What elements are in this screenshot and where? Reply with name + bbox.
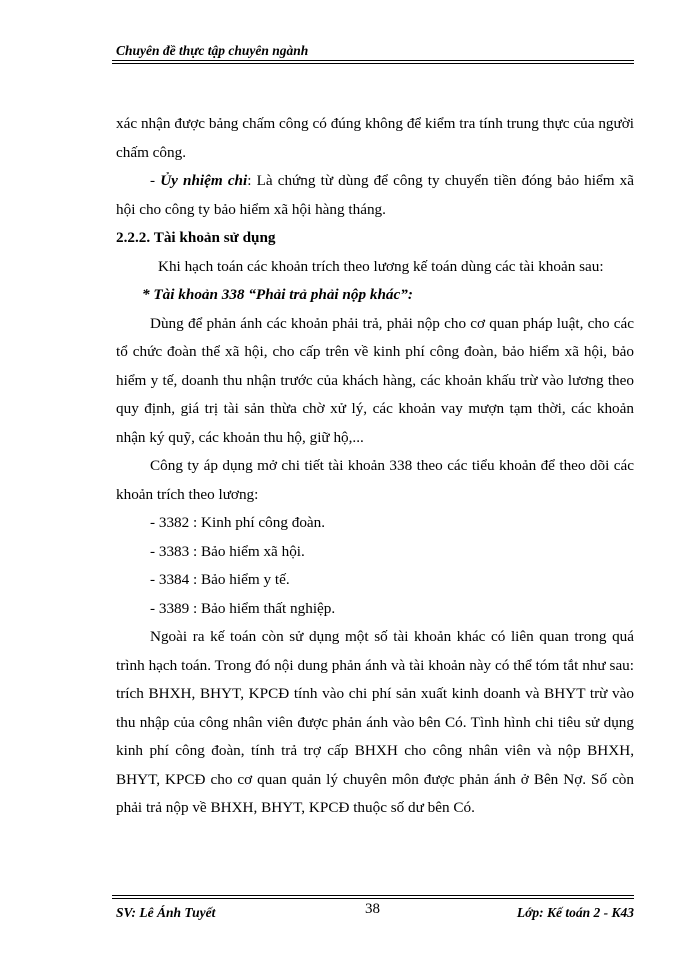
paragraph-2-prefix: - [150,172,161,189]
paragraph-2-term: Ủy nhiệm chi [160,172,248,189]
paragraph-1: xác nhận được bảng chấm công có đúng không để kiểm tra tính trung thực của người chấm công. [116,115,634,161]
page-header-title: Chuyên đề thực tập chuyên ngành [116,43,309,58]
list-item: - 3384 : Bảo hiểm y tế. [150,571,290,588]
list-item: - 3389 : Bảo hiểm thất nghiệp. [150,599,336,617]
list-item: - 3383 : Bảo hiểm xã hội. [150,542,305,560]
section-heading: 2.2.2. Tài khoản sử dụng [116,229,276,246]
footer-class: Lớp: Kế toán 2 - K43 [516,905,634,920]
footer-rule [112,895,634,896]
paragraph-2 [116,167,634,224]
paragraph-5: Công ty áp dụng mở chi tiết tài khoản 338 theo các tiểu khoản để theo dõi các khoản trích theo lương: [116,457,634,503]
footer-rule-double [112,898,634,899]
document-body [116,110,634,823]
footer-student: SV: Lê Ánh Tuyết [116,905,216,920]
paragraph-3: Khi hạch toán các khoản trích theo lương kế toán dùng các tài khoản sau: [158,257,604,275]
page-number: 38 [365,901,380,917]
header-rule [112,60,634,61]
account-subheading: * Tài khoản 338 “Phải trả phải nộp khác”: [142,286,413,303]
list-item: - 3382 : Kinh phí công đoàn. [150,514,326,531]
header-rule-double [112,63,634,64]
paragraph-4: Dùng để phản ánh các khoản phải trả, phải nộp cho cơ quan pháp luật, cho các tổ chức đoàn thể xã hội, cho cấp trên về kinh phí công đoàn, bảo hiểm xã hội, bảo hiểm y tế, doanh thu nhận trước của khách hàng, các khoản khấu trừ vào lương theo quy định, giá trị tài sản thừa chờ xử lý, các khoản vay mượn tạm thời, các khoản nhận ký quỹ, các khoản thu hộ, giữ hộ,... [116,314,634,446]
paragraph-2-rest: : Là chứng từ dùng để công ty chuyển tiền đóng bảo hiểm xã hội cho công ty bảo hiểm xã hội hàng tháng. [116,172,634,218]
paragraph-6: Ngoài ra kế toán còn sử dụng một số tài khoản khác có liên quan trong quá trình hạch toán. Trong đó nội dung phản ánh và tài khoản này có thể tóm tắt như sau: trích BHXH, BHYT, KPCĐ tính vào chi phí sản xuất kinh doanh và BHYT trừ vào thu nhập của công nhân viên được phản ánh vào bên Có. Tình hình chi tiêu sử dụng kinh phí công đoàn, tính trả trợ cấp BHXH cho công nhân viên và nộp BHXH, BHYT, KPCĐ cho cơ quan quản lý chuyên môn được phản ánh ở Bên Nợ. Số còn phải trả nộp về BHXH, BHYT, KPCĐ thuộc số dư bên Có. [116,628,634,816]
